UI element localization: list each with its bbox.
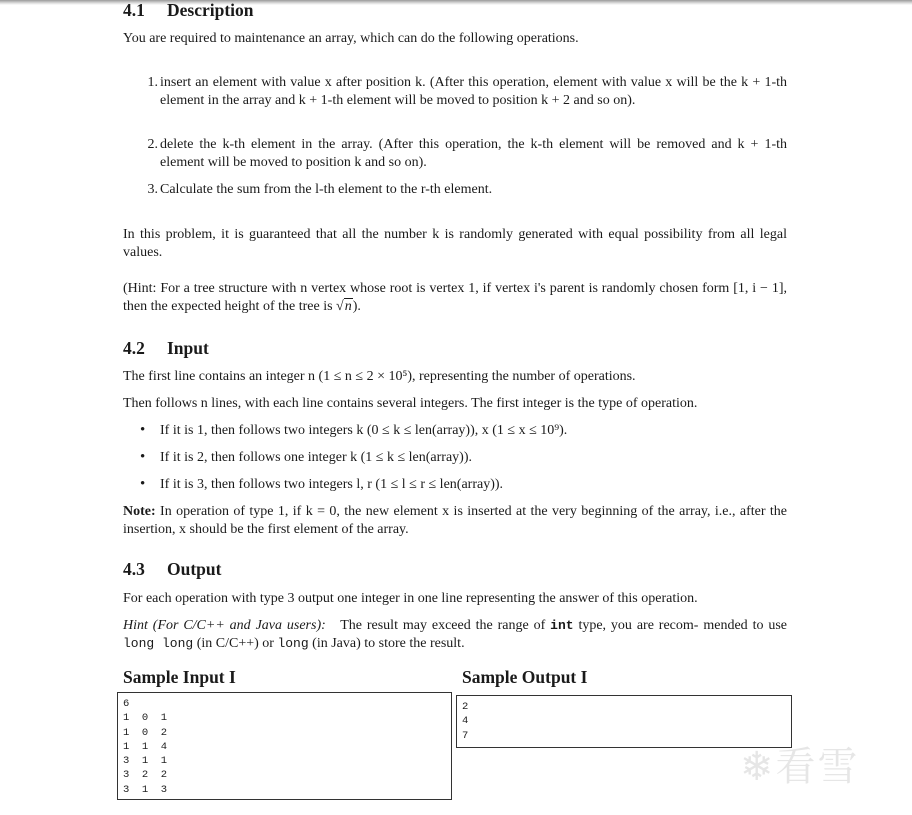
- bullet-icon: •: [140, 422, 146, 438]
- item-text: Calculate the sum from the l-th element to the r-th element.: [160, 182, 493, 197]
- output-hint-paragraph: [123, 617, 787, 653]
- operation-item-1: [142, 74, 787, 110]
- sample-input-box: [117, 692, 452, 800]
- sample-input-line: 3 2 2: [123, 769, 168, 782]
- section-title: Description: [167, 0, 254, 20]
- sample-input-line: 3 1 3: [123, 783, 168, 796]
- section-number: 4.1: [123, 0, 145, 20]
- section-heading-input: [123, 338, 209, 359]
- hint-label: Hint (For C/C++ and Java users):: [123, 618, 326, 633]
- note-label: Note:: [123, 504, 156, 519]
- hint-text: (in C/C++) or: [193, 636, 278, 651]
- sample-output-line: 4: [462, 715, 469, 728]
- hint-text-end: ).: [352, 299, 361, 314]
- snowflake-icon: ❄: [740, 744, 776, 790]
- sample-output-line: 7: [462, 729, 469, 742]
- sample-output-line: 2: [462, 701, 469, 713]
- bullet-icon: •: [140, 449, 146, 465]
- bullet-text: If it is 1, then follows two integers k (0 ≤ k ≤ len(array)), x (1 ≤ x ≤ 10⁹).: [160, 423, 568, 438]
- sample-input-title: Sample Input I: [123, 667, 236, 687]
- section-number: 4.3: [123, 559, 145, 579]
- item-text: insert an element with value x after position k. (After this operation, element with value x will be the k + 1-th element in the array and k + 1-th element will be moved to position k + 2 and so on).: [160, 75, 787, 108]
- section-number: 4.2: [123, 338, 145, 358]
- section-heading-output: [123, 559, 221, 580]
- hint-text: The result may exceed the range of: [340, 618, 551, 633]
- bullet-text: If it is 2, then follows one integer k (1 ≤ k ≤ len(array)).: [160, 450, 472, 465]
- section-title: Output: [167, 559, 222, 579]
- sqrt-radicand: n: [344, 299, 352, 314]
- watermark: [740, 735, 860, 792]
- item-label: 3.: [147, 182, 158, 197]
- sample-input-line: 3 1 1: [123, 755, 168, 768]
- sample-input-line: 6: [123, 698, 130, 710]
- input-bullet-1: [140, 422, 568, 440]
- input-bullet-3: [140, 476, 504, 494]
- sample-output-title: Sample Output I: [462, 667, 588, 687]
- sample-input-line: 1 0 2: [123, 726, 168, 739]
- sample-input-line: 1 0 1: [123, 712, 168, 725]
- code-long-long: long long: [123, 636, 194, 651]
- bullet-icon: •: [140, 476, 146, 492]
- output-line-1: For each operation with type 3 output one integer in one line representing the answer of this operation.: [123, 591, 698, 606]
- bullet-text: If it is 3, then follows two integers l, r (1 ≤ l ≤ r ≤ len(array)).: [160, 477, 504, 492]
- section-heading-description: [123, 0, 254, 21]
- item-label: 1.: [147, 75, 158, 90]
- hint-text: (Hint: For a tree structure with n vertex whose root is vertex 1, if vertex i's parent is randomly chosen form [1, i − 1], then the expected height of the tree is: [123, 281, 787, 314]
- watermark-text: 看雪: [775, 744, 860, 790]
- sqrt-expression: √n: [336, 299, 352, 314]
- hint-text: mended to use: [703, 618, 788, 633]
- item-label: 2.: [147, 137, 158, 152]
- hint-text: (in Java) to store the result.: [308, 636, 465, 651]
- sample-input-line: 1 1 4: [123, 740, 168, 753]
- input-line-1: The first line contains an integer n (1 ≤ n ≤ 2 × 10⁵), representing the number of operations.: [123, 369, 636, 384]
- code-long: long: [277, 636, 309, 651]
- note-text: In operation of type 1, if k = 0, the new element x is inserted at the very beginning of the array, i.e., after the insertion, x should be the first element of the array.: [123, 504, 788, 537]
- description-intro: You are required to maintenance an array, which can do the following operations.: [123, 31, 579, 46]
- input-line-2: Then follows n lines, with each line contains several integers. The first integer is the type of operation.: [123, 396, 698, 411]
- code-int: int: [550, 618, 574, 633]
- input-bullet-2: [140, 449, 472, 467]
- tree-hint-paragraph: [123, 280, 787, 316]
- note-paragraph: [123, 503, 787, 539]
- guarantee-paragraph: In this problem, it is guaranteed that all the number k is randomly generated with equal possibility from all legal values.: [123, 227, 787, 260]
- operation-item-3: [142, 181, 787, 199]
- item-text: delete the k-th element in the array. (After this operation, the k-th element will be removed and k + 1-th element will be moved to position k and so on).: [160, 137, 787, 170]
- operation-item-2: [142, 136, 787, 172]
- hint-text: type, you are recom-: [573, 618, 699, 633]
- section-title: Input: [167, 338, 209, 358]
